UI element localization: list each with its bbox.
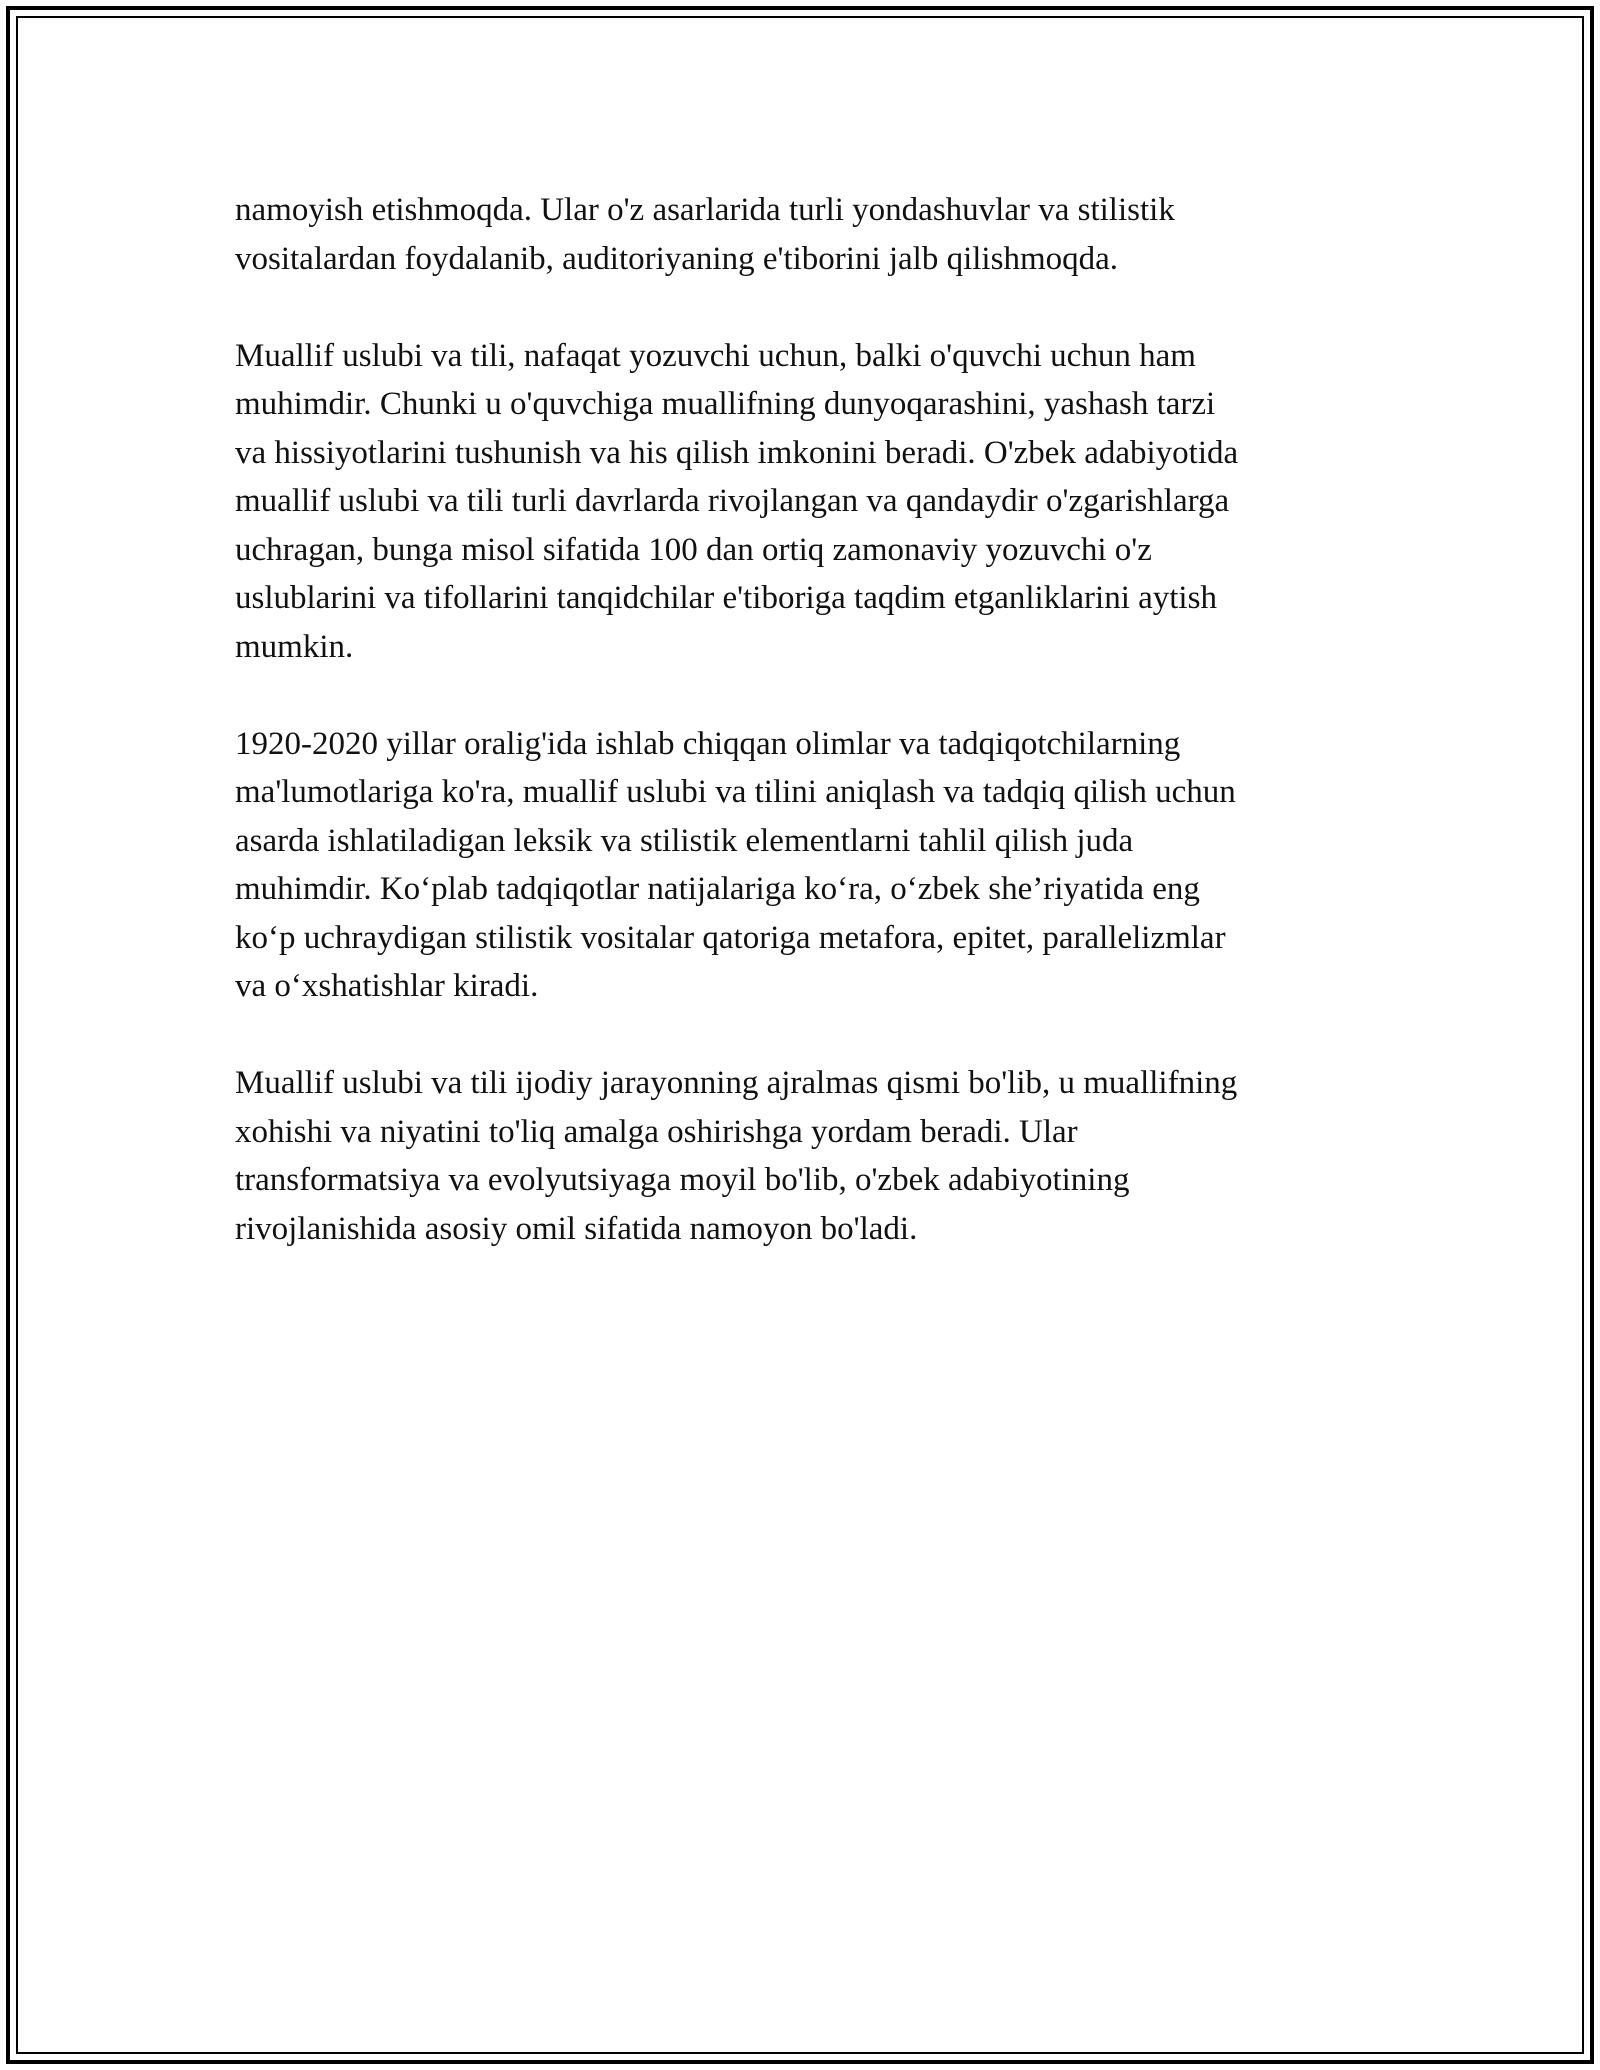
paragraph-1 — [235, 186, 1375, 283]
text-line: rivojlanishida asosiy omil sifatida namoyon bo'ladi. — [235, 1210, 918, 1247]
paragraph-3 — [235, 720, 1375, 1011]
text-line: muhimdir. Chunki u o'quvchiga muallifning dunyoqarashini, yashash tarzi — [235, 386, 1216, 422]
text-line: muallif uslubi va tili turli davrlarda rivojlangan va qandaydir o'zgarishlarga — [235, 483, 1230, 519]
text-line: va hissiyotlarini tushunish va his qilish imkonini beradi. O'zbek adabiyotida — [235, 434, 1239, 471]
text-line: mumkin. — [235, 628, 354, 665]
text-line: muhimdir. Ko‘plab tadqiqotlar natijalariga ko‘ra, o‘zbek she’riyatida eng — [235, 871, 1200, 907]
text-line: Muallif uslubi va tili ijodiy jarayonning ajralmas qismi bo'lib, u muallifning — [235, 1065, 1238, 1101]
text-line: namoyish etishmoqda. Ular o'z asarlarida turli yondashuvlar va stilistik — [235, 192, 1175, 228]
paragraph-2 — [235, 332, 1375, 672]
text-line: Muallif uslubi va tili, nafaqat yozuvchi uchun, balki o'quvchi uchun ham — [235, 337, 1196, 374]
text-line: ma'lumotlariga ko'ra, muallif uslubi va tilini aniqlash va tadqiq qilish uchun — [235, 774, 1236, 810]
text-line: transformatsiya va evolyutsiyaga moyil bo'lib, o'zbek adabiyotining — [235, 1162, 1130, 1198]
text-line: asarda ishlatiladigan leksik va stilistik elementlarni tahlil qilish juda — [235, 822, 1134, 859]
text-line: xohishi va niyatini to'liq amalga oshirishga yordam beradi. Ular — [235, 1113, 1078, 1150]
text-line: va o‘xshatishlar kiradi. — [235, 968, 539, 1004]
text-line: 1920-2020 yillar oralig'ida ishlab chiqqan olimlar va tadqiqotchilarning — [235, 725, 1181, 762]
paragraph-4 — [235, 1059, 1375, 1253]
document-body — [235, 186, 1375, 1302]
text-line: uchragan, bunga misol sifatida 100 dan ortiq zamonaviy yozuvchi o'z — [235, 531, 1152, 568]
text-line: ko‘p uchraydigan stilistik vositalar qatoriga metafora, epitet, parallelizmlar — [235, 919, 1226, 956]
text-line: uslublarini va tifollarini tanqidchilar e'tiboriga taqdim etganliklarini aytish — [235, 580, 1217, 616]
text-line: vositalardan foydalanib, auditoriyaning e'tiborini jalb qilishmoqda. — [235, 240, 1119, 277]
